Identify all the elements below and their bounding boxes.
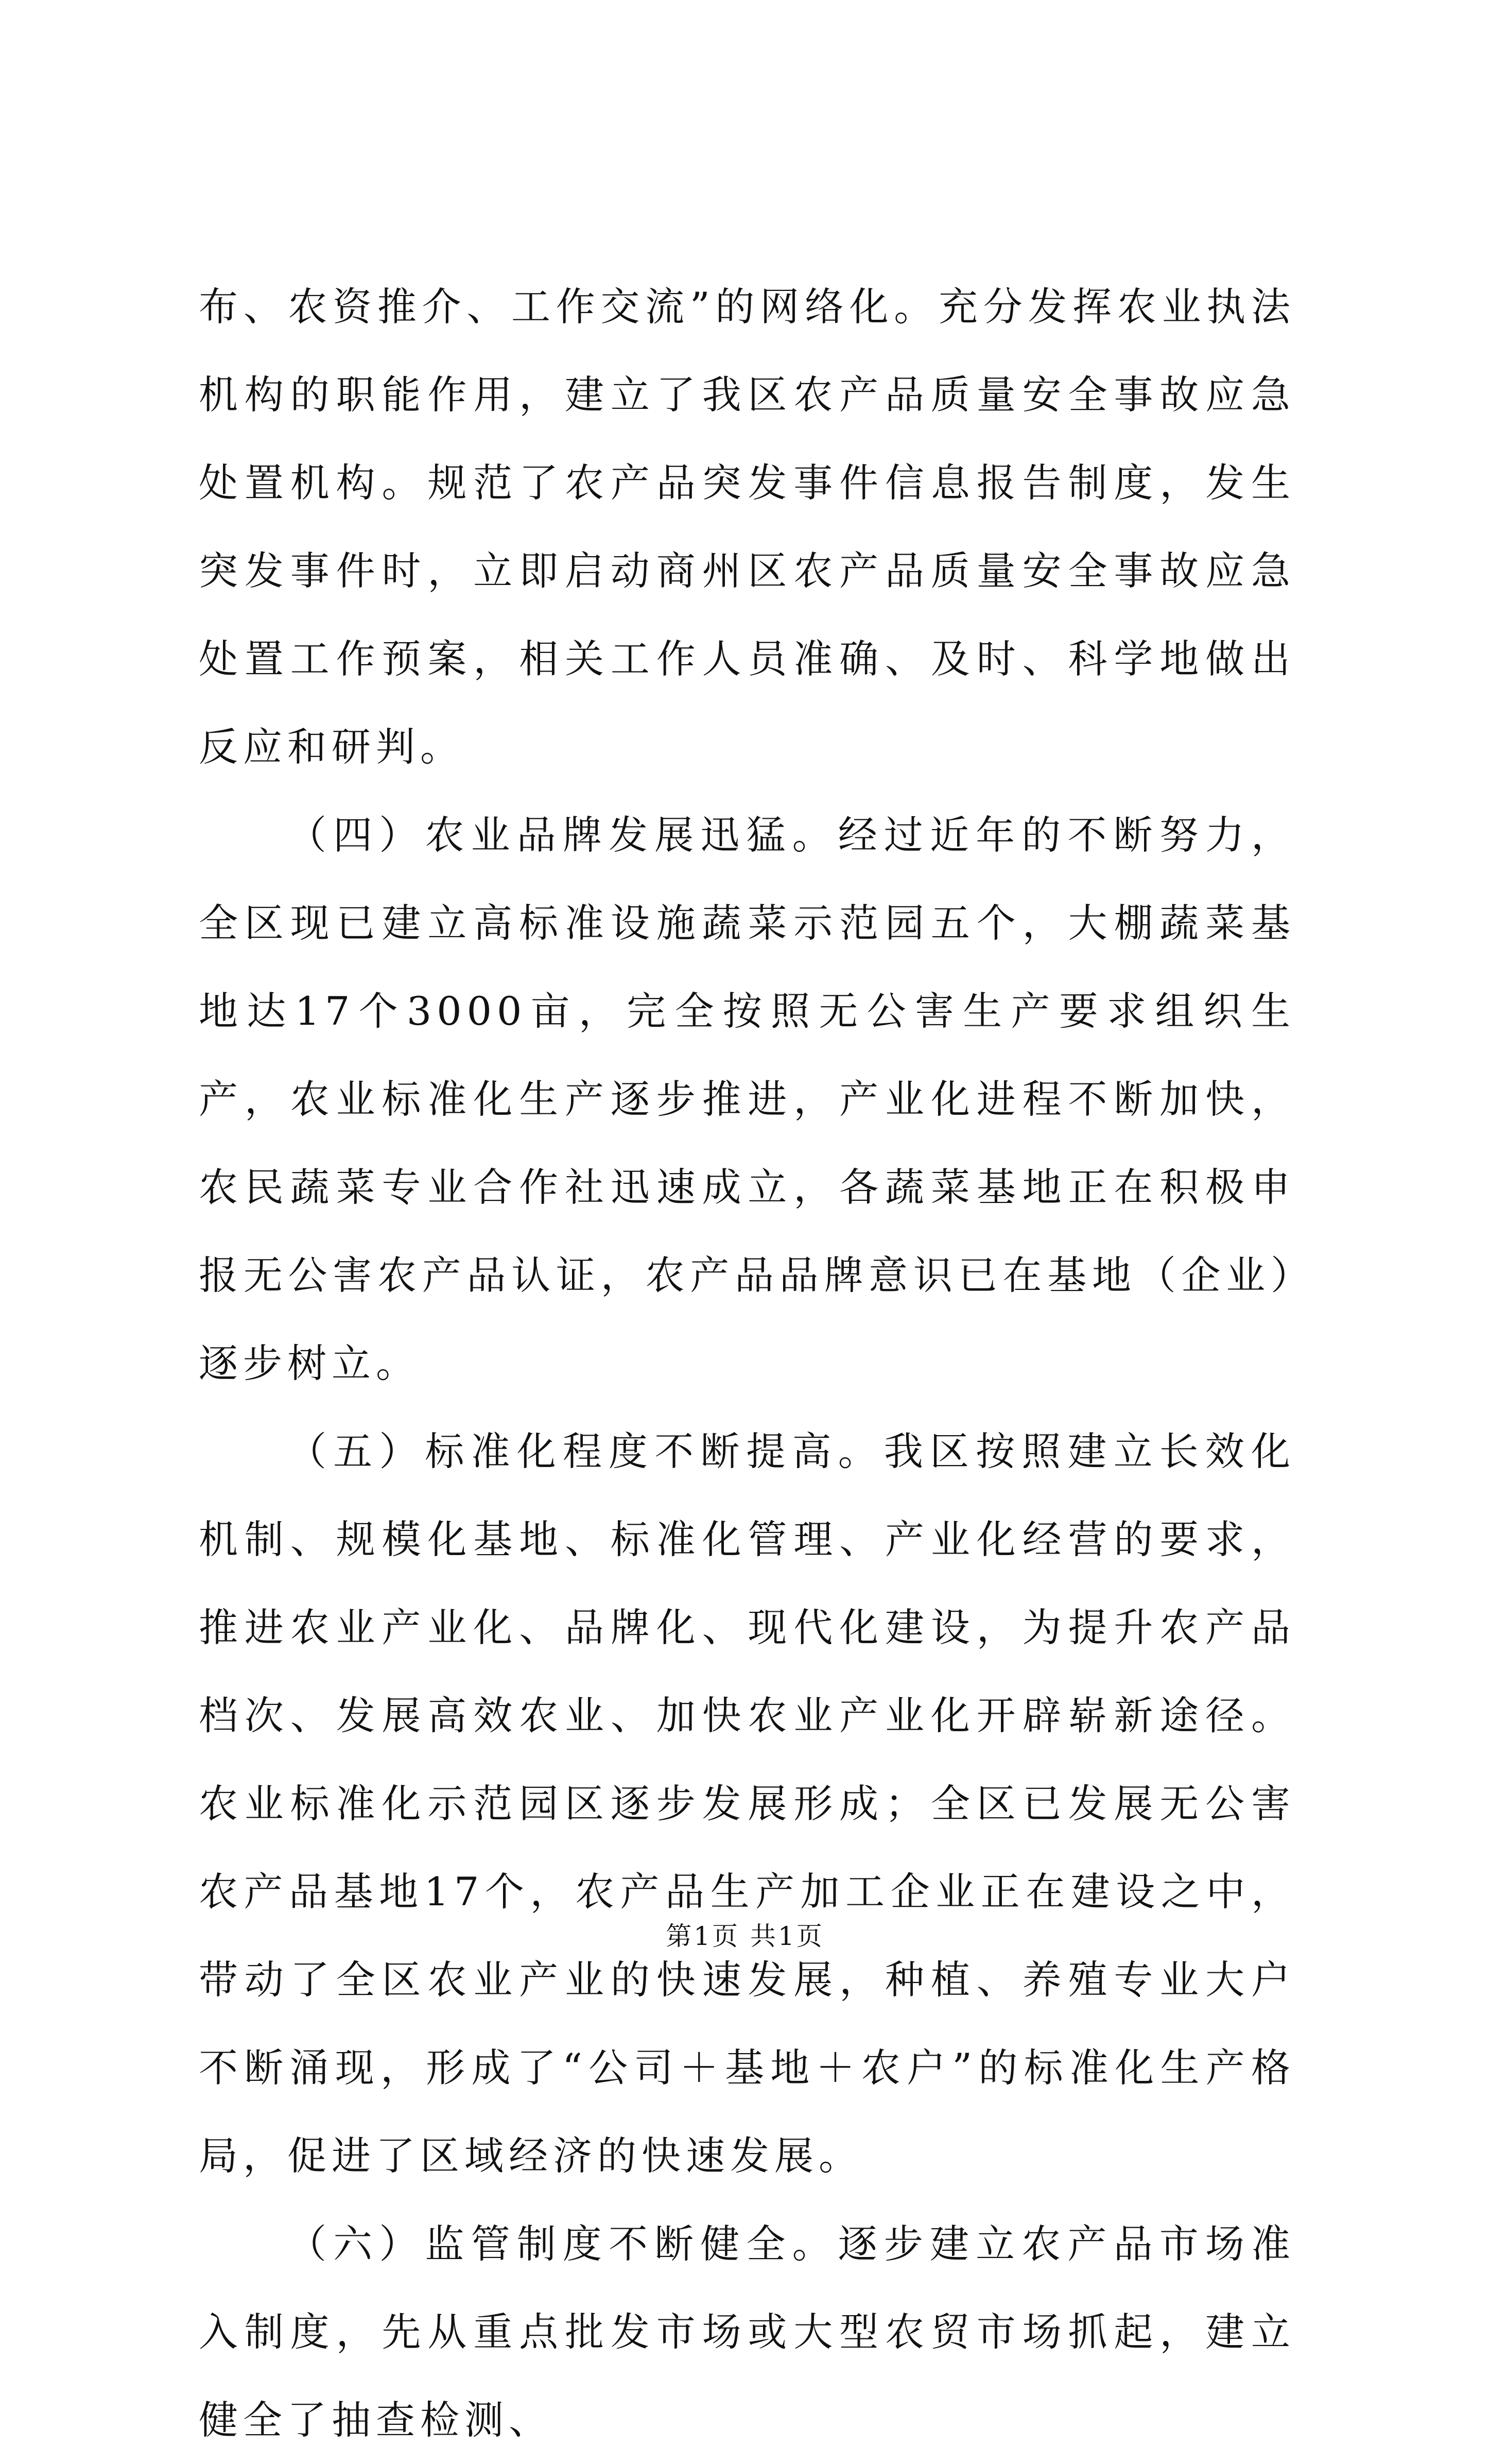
paragraph-brand-development: （四）农业品牌发展迅猛。经过近年的不断努力，全区现已建立高标准设施蔬菜示范园五个，大棚蔬菜基地达17个3000亩，完全按照无公害生产要求组织生产，农业标准化生产逐步推进，产业化进程不断加快，农民蔬菜专业合作社迅速成立，各蔬菜基地正在积极申报无公害农产品认证，农产品品牌意识已在基地（企业）逐步树立。 — [199, 812, 1295, 1386]
paragraph-network-continuation: 布、农资推介、工作交流”的网络化。充分发挥农业执法机构的职能作用，建立了我区农产品质量安全事故应急处置机构。规范了农产品突发事件信息报告制度，发生突发事件时，立即启动商州区农产品质量安全事故应急处置工作预案，相关工作人员准确、及时、科学地做出反应和研判。 — [199, 284, 1295, 770]
page-number-footer: 第1页 共1页 — [666, 1921, 824, 1951]
document-body — [199, 263, 1295, 2464]
paragraph-supervision: （六）监管制度不断健全。逐步建立农产品市场准入制度，先从重点批发市场或大型农贸市场抓起，建立健全了抽查检测、 — [199, 2221, 1295, 2443]
paragraph-standardization: （五）标准化程度不断提高。我区按照建立长效化机制、规模化基地、标准化管理、产业化经营的要求，推进农业产业化、品牌化、现代化建设，为提升农产品档次、发展高效农业、加快农业产业化开辟崭新途径。农业标准化示范园区逐步发展形成；全区已发展无公害农产品基地17个，农产品生产加工企业正在建设之中，带动了全区农业产业的快速发展，种植、养殖专业大户不断涌现，形成了“公司＋基地＋农户”的标准化生产格局，促进了区域经济的快速发展。 — [199, 1428, 1295, 2179]
